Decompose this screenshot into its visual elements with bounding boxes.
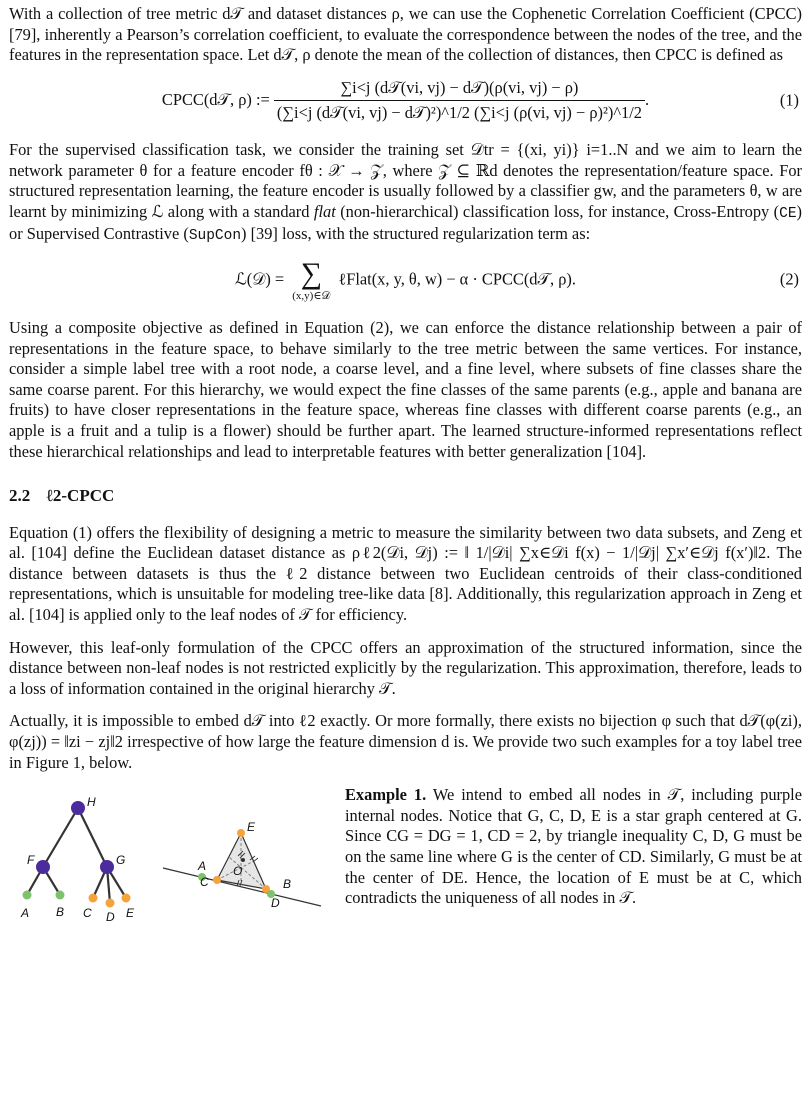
para5-text: However, this leaf-only formulation of the CPCC offers an approximation of the structured information, since the distance between non-leaf nodes is not restricted explicitly by the regularization. This approximation, therefore, leads to a loss of information contained in the original hierarchy 𝒯. <box>9 637 802 698</box>
node-g <box>100 860 114 874</box>
eq2-sum <box>292 256 331 302</box>
label-a: A <box>21 906 30 921</box>
section-title: ℓ2-CPCC <box>46 486 115 506</box>
node-b <box>56 891 65 900</box>
para2-ce: CE <box>779 205 797 222</box>
paragraph-supervised <box>9 140 802 247</box>
paragraph-cpcc-intro <box>9 4 802 66</box>
embed-label-o: O <box>233 864 243 879</box>
paragraph-composite <box>9 318 802 462</box>
edge-h-f <box>43 808 78 867</box>
label-g: G <box>116 853 126 868</box>
label-c: C <box>83 906 92 921</box>
eq2-lhs: ℒ(𝒟) = <box>235 269 285 289</box>
sum-sign: ∑ <box>300 256 322 290</box>
equation-2 <box>9 256 802 302</box>
figure-svg <box>9 785 339 925</box>
label-d: D <box>106 910 115 925</box>
embed-node-o <box>241 858 245 862</box>
eq1-lhs: CPCC(d𝒯, ρ) := <box>161 89 270 109</box>
equation-1: CPCC(d𝒯, ρ) := $\frac{\text{∑i<j (d𝒯(vi, vj) − d𝒯)(ρ(vi, vj) − ρ)}}{\text{(∑i<j (d𝒯(vi, vj) − d𝒯)²)\textasciicircum{}1/2 (∑i<j (ρ(vi, vj) − ρ)²)\textasciicircum{}1/2}}$ . (1) <box>161 77 799 123</box>
paper-page <box>9 4 802 925</box>
tick-4 <box>253 858 258 862</box>
para2-text-c: ) or Supervised Contrastive ( <box>9 201 802 244</box>
section-heading <box>9 486 802 507</box>
label-f: F <box>27 853 35 868</box>
paragraph-impossible <box>9 711 802 773</box>
para1-text: With a collection of tree metric d𝒯 and dataset distances ρ, we can use the Cophenetic Correlation Coefficient (CPCC) [79], inherently a Pearson’s correlation coefficient, to evaluate the correspondence between the nodes of the tree, and the features in the representation space. Let d𝒯, ρ denote the mean of the collection of distances, then CPCC is defined as <box>9 4 802 65</box>
example-text: We intend to embed all nodes in 𝒯, including purple internal nodes. Notice that G, C, D, E is a star graph centered at G. Since CG = DG = 1, CD = 2, by triangle inequality C, D, G must be on the same line where G is the center of CD. Similarly, G must be at the center of DE. Hence, the location of E must be at C, which contradicts the uniqueness of all nodes in 𝒯. <box>345 785 803 908</box>
node-e <box>122 894 131 903</box>
label-tree <box>27 808 126 903</box>
embed-label-d: D <box>271 896 280 911</box>
label-h: H <box>87 795 96 810</box>
embed-label-c: C <box>200 875 209 890</box>
para2-supcon: SupCon <box>188 228 242 245</box>
label-b: B <box>56 905 65 920</box>
node-f <box>36 860 50 874</box>
edge-h-g <box>78 808 107 867</box>
eq1-number: (1) <box>779 90 799 110</box>
para2-text-a: For the supervised classification task, we consider the training set 𝒟tr = {(xi, yi)} i=1..N and we aim to learn the network parameter θ for a feature encoder fθ : 𝒳 → 𝒵, where 𝒵 ⊆ ℝd denotes the representation/feature space. For structured representation learning, the feature encoder is usually followed by a classifier gw, and the parameters θ, w are learnt by minimizing ℒ along with a standard <box>9 139 802 221</box>
label-e: E <box>126 906 135 921</box>
eq2-rhs: ℓFlat(x, y, θ, w) − α · CPCC(d𝒯, ρ). <box>338 269 576 289</box>
eq1-numerator: ∑i<j (d𝒯(vi, vj) − d𝒯)(ρ(vi, vj) − ρ) <box>274 78 645 102</box>
eq1-denominator: (∑i<j (d𝒯(vi, vj) − d𝒯)²)^1/2 (∑i<j (ρ(vi, vj) − ρ)²)^1/2 <box>276 103 642 123</box>
node-h <box>71 801 85 815</box>
para2-text-b: (non-hierarchical) classification loss, for instance, Cross-Entropy ( <box>340 201 780 221</box>
embed-label-e: E <box>247 820 256 835</box>
eq2-number: (2) <box>779 270 799 290</box>
figure-1 <box>9 785 339 925</box>
embed-label-a: A <box>198 859 207 874</box>
figure-example-row <box>9 785 802 925</box>
para2-text-d: ) [39] loss, with the structured regularization term as: <box>241 224 591 244</box>
eq2-sum-sub: (x,y)∈𝒟 <box>292 289 331 302</box>
node-a <box>23 891 32 900</box>
example-label: Example 1. <box>345 785 427 805</box>
paragraph-approximation <box>9 638 802 700</box>
tree-nodes <box>23 801 131 908</box>
section-number: 2.2 <box>9 486 31 506</box>
para4-text: Equation (1) offers the flexibility of designing a metric to measure the similarity between two data subsets, and Zeng et al. [104] define the Euclidean dataset distance as ρℓ2(𝒟i, 𝒟j) := ‖ 1/|𝒟i| ∑x∈𝒟i f(x) − 1/|𝒟j| ∑x′∈𝒟j f(x′)‖2. The distance between datasets is thus the ℓ2 distance between two Euclidean centroids of their class-conditioned representations, which is unsuitable for modeling tree-like data [8]. Additionally, this regularization approach in Zeng et al. [104] is applied only to the leaf nodes of 𝒯 for efficiency. <box>9 522 802 625</box>
example-1 <box>345 785 802 909</box>
embed-label-b: B <box>283 877 292 892</box>
paragraph-euclidean <box>9 523 802 626</box>
embed-node-e <box>237 829 245 837</box>
node-d <box>106 899 115 908</box>
node-c <box>89 894 98 903</box>
eq1-fraction <box>274 78 645 124</box>
para2-flat: flat <box>313 201 336 221</box>
para6-text: Actually, it is impossible to embed d𝒯 into ℓ2 exactly. Or more formally, there exists no bijection φ such that d𝒯(φ(zi), φ(zj)) = ‖zi − zj‖2 irrespective of how large the feature dimension d is. We provide two such examples for a toy label tree in Figure 1, below. <box>9 711 802 772</box>
para3-text: Using a composite objective as defined in Equation (2), we can enforce the distance relationship between a pair of representations in the feature space, to behave similarly to the tree metric between the same vertices. For instance, consider a simple label tree with a root node, a coarse level, and a fine level, where subsets of fine classes share the same coarse parent. For this hierarchy, we would expect the fine classes of the same parents (e.g., apple and banana are fruits) to have closer representations in the feature space, whereas fine classes with different coarse parents (e.g., an apple is a fruit and a tulip is a flower) should be further apart. The learned structure-informed representations reflect these hierarchical relationships and lead to interpretable features with better generalization [104]. <box>9 317 802 461</box>
embed-node-c <box>213 876 221 884</box>
